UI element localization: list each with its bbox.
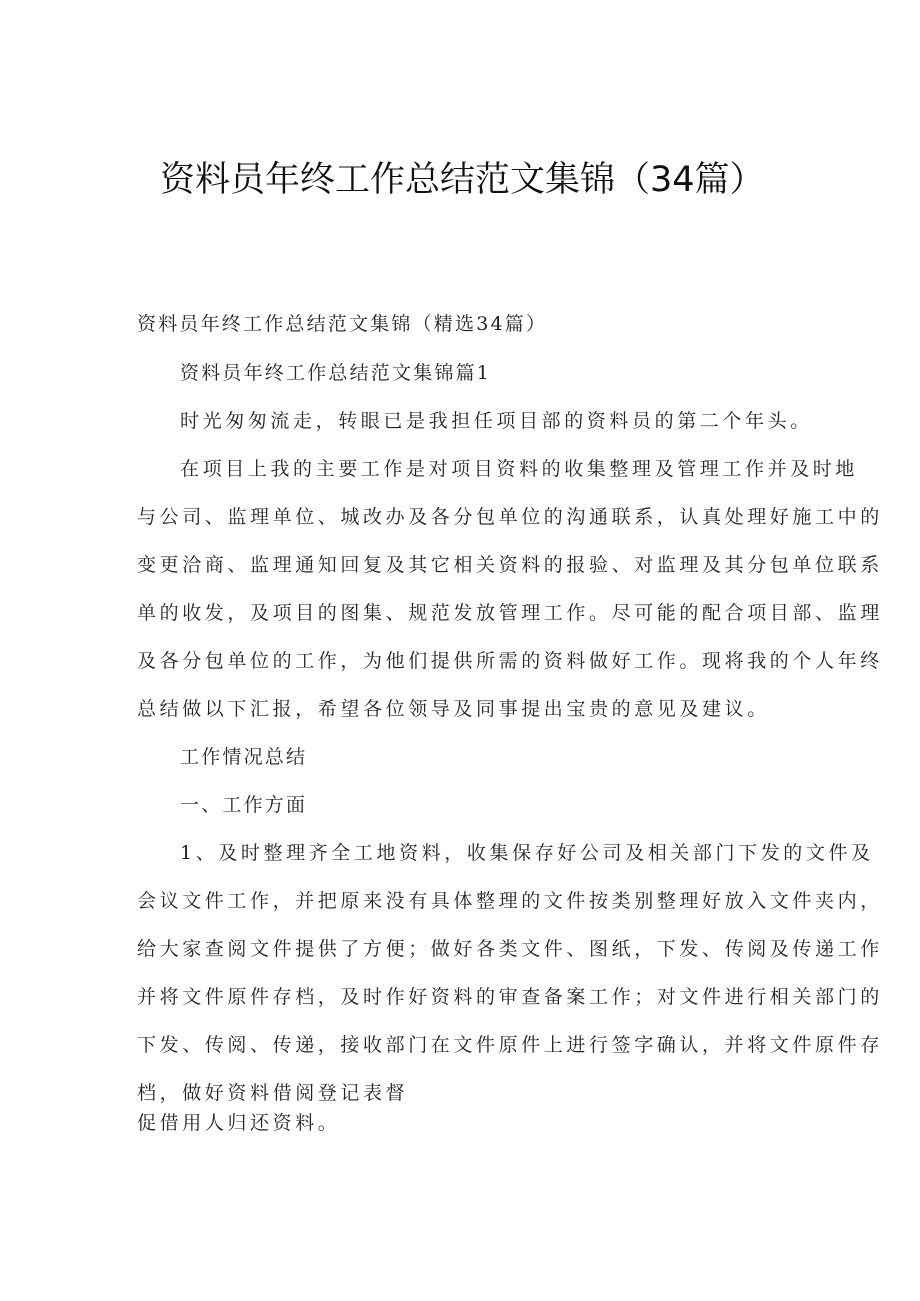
paragraph-line: 档，做好资料借阅登记表督	[137, 1082, 409, 1104]
section-heading: 资料员年终工作总结范文集锦篇1	[180, 362, 492, 384]
document-title: 资料员年终工作总结范文集锦（34篇）	[160, 160, 765, 200]
paragraph-line: 单的收发，及项目的图集、规范发放管理工作。尽可能的配合项目部、监理	[137, 602, 883, 624]
document-subtitle: 资料员年终工作总结范文集锦（精选34篇）	[137, 313, 548, 335]
paragraph-line: 会议文件工作，并把原来没有具体整理的文件按类别整理好放入文件夹内，	[137, 890, 883, 912]
section-subheading: 工作情况总结	[180, 746, 308, 768]
paragraph-line: 总结做以下汇报，希望各位领导及同事提出宝贵的意见及建议。	[137, 698, 770, 720]
paragraph-line: 并将文件原件存档，及时作好资料的审查备案工作；对文件进行相关部门的	[137, 986, 883, 1008]
section-subheading: 一、工作方面	[180, 794, 308, 816]
paragraph-line: 1、及时整理齐全工地资料，收集保存好公司及相关部门下发的文件及	[180, 842, 874, 864]
paragraph-line: 给大家查阅文件提供了方便；做好各类文件、图纸，下发、传阅及传递工作	[137, 938, 883, 960]
paragraph-line: 及各分包单位的工作，为他们提供所需的资料做好工作。现将我的个人年终	[137, 650, 883, 672]
paragraph-line: 下发、传阅、传递，接收部门在文件原件上进行签字确认，并将文件原件存	[137, 1034, 883, 1056]
paragraph-line: 在项目上我的主要工作是对项目资料的收集整理及管理工作并及时地	[180, 458, 859, 480]
paragraph-line: 变更洽商、监理通知回复及其它相关资料的报验、对监理及其分包单位联系	[137, 554, 883, 576]
paragraph-line: 促借用人归还资料。	[137, 1112, 341, 1134]
paragraph-line: 时光匆匆流走，转眼已是我担任项目部的资料员的第二个年头。	[180, 410, 813, 432]
paragraph-line: 与公司、监理单位、城改办及各分包单位的沟通联系，认真处理好施工中的	[137, 506, 883, 528]
